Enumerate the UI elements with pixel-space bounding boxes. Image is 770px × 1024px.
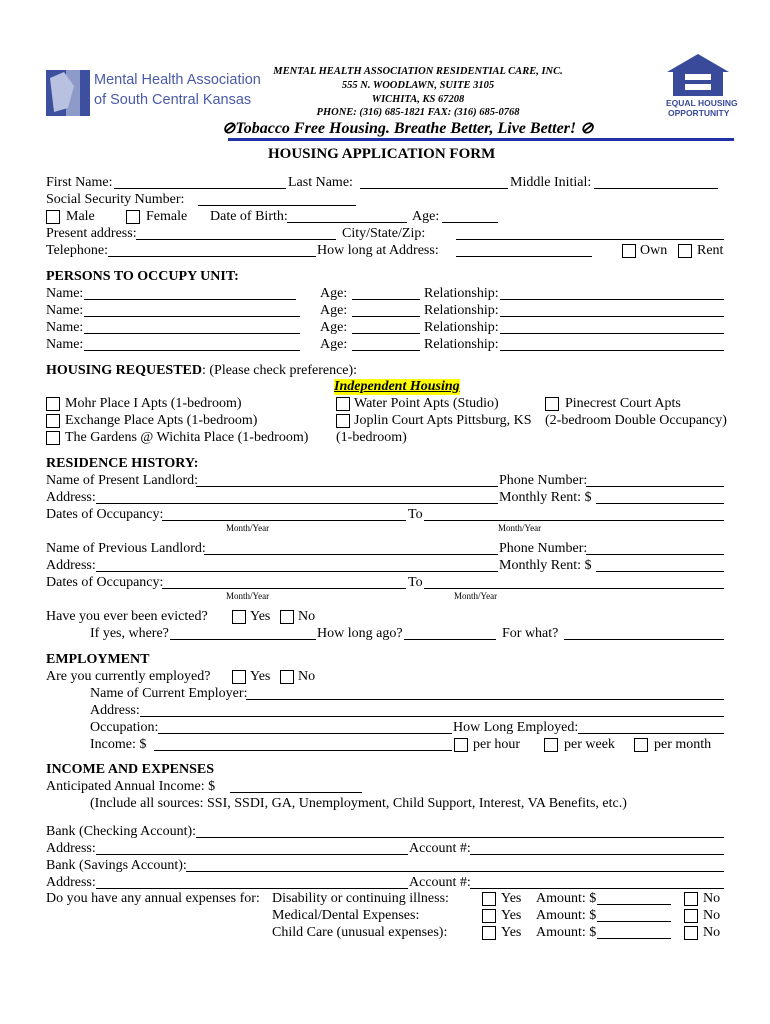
last-name-field[interactable] xyxy=(360,175,508,189)
expense-childcare-amount-label: Amount: $ xyxy=(536,925,597,940)
eho-line-1: EQUAL HOUSING xyxy=(666,98,738,108)
employed-yes-label: Yes xyxy=(250,669,271,684)
employed-no-label: No xyxy=(298,669,316,684)
expense-childcare-no-checkbox[interactable] xyxy=(684,926,698,940)
header-rule xyxy=(228,138,734,141)
savings-account-field[interactable] xyxy=(470,875,724,889)
anticipated-income-label: Anticipated Annual Income: $ xyxy=(46,779,216,794)
savings-account-label: Account #: xyxy=(409,875,471,890)
present-monthly-rent-field[interactable] xyxy=(596,490,724,504)
present-dates-to-field[interactable] xyxy=(424,507,724,521)
present-landlord-phone-field[interactable] xyxy=(586,473,724,487)
evicted-no-label: No xyxy=(298,609,316,624)
persons-heading: PERSONS TO OCCUPY UNIT: xyxy=(46,269,239,284)
person-2-name-label: Name: xyxy=(46,303,84,318)
person-3-relationship-label: Relationship: xyxy=(424,320,499,335)
person-4-name-field[interactable] xyxy=(84,337,300,351)
previous-dates-to-label: To xyxy=(408,575,423,590)
expense-disability-no-checkbox[interactable] xyxy=(684,892,698,906)
tagline xyxy=(222,118,594,138)
person-4-name-label: Name: xyxy=(46,337,84,352)
own-label: Own xyxy=(640,243,668,258)
person-4-age-label: Age: xyxy=(320,337,348,352)
male-checkbox[interactable] xyxy=(46,210,60,224)
city-state-zip-label: City/State/Zip: xyxy=(342,226,426,241)
independent-housing-label: Independent Housing xyxy=(334,379,460,394)
income-label: Income: $ xyxy=(90,737,147,752)
per-hour-checkbox[interactable] xyxy=(454,738,468,752)
person-1-relationship-label: Relationship: xyxy=(424,286,499,301)
person-2-relationship-field[interactable] xyxy=(500,303,724,317)
income-heading: INCOME AND EXPENSES xyxy=(46,762,215,777)
first-name-field[interactable] xyxy=(114,175,286,189)
for-what-field[interactable] xyxy=(564,626,724,640)
present-address-label: Present address: xyxy=(46,226,137,241)
female-checkbox[interactable] xyxy=(126,210,140,224)
how-long-label: How long at Address: xyxy=(317,243,439,258)
residence-heading: RESIDENCE HISTORY: xyxy=(46,456,199,471)
employer-address-field[interactable] xyxy=(140,703,724,717)
per-month-checkbox[interactable] xyxy=(634,738,648,752)
city-state-zip-field[interactable] xyxy=(456,226,724,240)
how-long-employed-field[interactable] xyxy=(578,720,724,734)
present-landlord-phone-label: Phone Number: xyxy=(499,473,588,488)
expense-medical-amount-label: Amount: $ xyxy=(536,908,597,923)
occupation-label: Occupation: xyxy=(90,720,159,735)
if-yes-where-label: If yes, where? xyxy=(90,626,169,641)
previous-landlord-label: Name of Previous Landlord: xyxy=(46,541,206,556)
evicted-yes-checkbox[interactable] xyxy=(232,610,246,624)
logo-line-1: Mental Health Association xyxy=(94,72,261,88)
previous-landlord-field[interactable] xyxy=(204,541,498,555)
previous-dates-from-field[interactable] xyxy=(162,575,406,589)
male-label: Male xyxy=(66,209,95,224)
expense-disability-amount-label: Amount: $ xyxy=(536,891,597,906)
joplin-court-label: Joplin Court Apts Pittsburg, KS xyxy=(354,413,532,428)
middle-initial-field[interactable] xyxy=(594,175,718,189)
expense-medical-amount-field[interactable] xyxy=(597,908,671,922)
previous-dates-label: Dates of Occupancy: xyxy=(46,575,164,590)
month-year-hint: Month/Year xyxy=(454,591,498,601)
mohr-place-checkbox[interactable] xyxy=(46,397,60,411)
pinecrest-occupancy: (2-bedroom Double Occupancy) xyxy=(545,413,727,428)
form-title: HOUSING APPLICATION FORM xyxy=(268,146,496,162)
person-3-age-field[interactable] xyxy=(352,320,420,334)
dob-field[interactable] xyxy=(287,209,407,223)
anticipated-income-field[interactable] xyxy=(230,779,362,793)
housing-instruction: : (Please check preference): xyxy=(201,363,358,378)
the-gardens-label: The Gardens @ Wichita Place (1-bedroom) xyxy=(65,430,309,445)
logo-line-2: of South Central Kansas xyxy=(94,92,252,108)
person-1-name-label: Name: xyxy=(46,286,84,301)
employer-field[interactable] xyxy=(246,686,724,700)
ssn-label: Social Security Number: xyxy=(46,192,185,207)
expense-childcare-no-label: No xyxy=(703,925,721,940)
previous-landlord-address-field[interactable] xyxy=(96,558,498,572)
org-city: WICHITA, KS 67208 xyxy=(371,94,465,105)
joplin-court-checkbox[interactable] xyxy=(336,414,350,428)
previous-monthly-rent-field[interactable] xyxy=(596,558,724,572)
expense-disability-yes-label: Yes xyxy=(501,891,522,906)
how-long-employed-label: How Long Employed: xyxy=(453,720,579,735)
expense-disability-label: Disability or continuing illness: xyxy=(272,891,449,906)
middle-initial-label: Middle Initial: xyxy=(510,175,592,190)
month-year-hint: Month/Year xyxy=(226,523,270,533)
for-what-label: For what? xyxy=(502,626,559,641)
exchange-place-label: Exchange Place Apts (1-bedroom) xyxy=(65,413,258,428)
age-label: Age: xyxy=(412,209,440,224)
person-3-age-label: Age: xyxy=(320,320,348,335)
previous-dates-to-field[interactable] xyxy=(424,575,724,589)
evicted-yes-label: Yes xyxy=(250,609,271,624)
expense-disability-no-label: No xyxy=(703,891,721,906)
previous-address-label: Address: xyxy=(46,558,96,573)
person-3-name-label: Name: xyxy=(46,320,84,335)
present-monthly-rent-label: Monthly Rent: $ xyxy=(499,490,592,505)
tagline-text: Tobacco Free Housing. Breathe Better, Live Better! xyxy=(235,120,577,137)
last-name-label: Last Name: xyxy=(288,175,353,190)
per-hour-label: per hour xyxy=(473,737,521,752)
person-1-relationship-field[interactable] xyxy=(500,286,724,300)
previous-landlord-phone-label: Phone Number: xyxy=(499,541,588,556)
water-point-checkbox[interactable] xyxy=(336,397,350,411)
female-label: Female xyxy=(146,209,188,224)
logo xyxy=(44,68,261,118)
telephone-field[interactable] xyxy=(108,243,316,257)
own-checkbox[interactable] xyxy=(622,244,636,258)
person-2-age-field[interactable] xyxy=(352,303,420,317)
present-dates-from-field[interactable] xyxy=(162,507,406,521)
the-gardens-checkbox[interactable] xyxy=(46,431,60,445)
previous-landlord-phone-field[interactable] xyxy=(586,541,724,555)
expense-medical-yes-label: Yes xyxy=(501,908,522,923)
expense-childcare-yes-checkbox[interactable] xyxy=(482,926,496,940)
employed-no-checkbox[interactable] xyxy=(280,670,294,684)
month-year-hint: Month/Year xyxy=(498,523,542,533)
employment-heading: EMPLOYMENT xyxy=(46,652,150,667)
evicted-question: Have you ever been evicted? xyxy=(46,609,208,624)
month-year-hint: Month/Year xyxy=(226,591,270,601)
no-smoking-icon: ⊘ xyxy=(580,120,594,137)
present-landlord-label: Name of Present Landlord: xyxy=(46,473,199,488)
expense-medical-label: Medical/Dental Expenses: xyxy=(272,908,420,923)
bank-savings-field[interactable] xyxy=(186,858,724,872)
person-3-relationship-field[interactable] xyxy=(500,320,724,334)
employer-label: Name of Current Employer: xyxy=(90,686,248,701)
rent-checkbox[interactable] xyxy=(678,244,692,258)
expense-medical-yes-checkbox[interactable] xyxy=(482,909,496,923)
present-dates-to-label: To xyxy=(408,507,423,522)
pinecrest-checkbox[interactable] xyxy=(545,397,559,411)
org-name: MENTAL HEALTH ASSOCIATION RESIDENTIAL CARE, INC. xyxy=(273,66,563,77)
expense-disability-amount-field[interactable] xyxy=(597,891,671,905)
equal-housing-logo xyxy=(663,52,738,122)
occupation-field[interactable] xyxy=(158,720,452,734)
telephone-label: Telephone: xyxy=(46,243,108,258)
bank-savings-label: Bank (Savings Account): xyxy=(46,858,187,873)
housing-heading: HOUSING REQUESTED xyxy=(46,363,202,378)
person-2-age-label: Age: xyxy=(320,303,348,318)
person-3-name-field[interactable] xyxy=(84,320,300,334)
first-name-label: First Name: xyxy=(46,175,113,190)
if-yes-where-field[interactable] xyxy=(170,626,316,640)
person-1-name-field[interactable] xyxy=(84,286,296,300)
exchange-place-checkbox[interactable] xyxy=(46,414,60,428)
expense-medical-no-checkbox[interactable] xyxy=(684,909,698,923)
expense-childcare-yes-label: Yes xyxy=(501,925,522,940)
expense-disability-yes-checkbox[interactable] xyxy=(482,892,496,906)
expense-childcare-amount-field[interactable] xyxy=(597,925,671,939)
rent-label: Rent xyxy=(697,243,724,258)
per-week-checkbox[interactable] xyxy=(544,738,558,752)
housing-heading-row xyxy=(46,363,357,379)
person-4-relationship-label: Relationship: xyxy=(424,337,499,352)
evicted-no-checkbox[interactable] xyxy=(280,610,294,624)
water-point-label: Water Point Apts (Studio) xyxy=(354,396,499,411)
present-landlord-address-field[interactable] xyxy=(96,490,498,504)
person-1-age-field[interactable] xyxy=(352,286,420,300)
employer-address-label: Address: xyxy=(90,703,140,718)
how-long-field[interactable] xyxy=(456,243,592,257)
present-address-label-2: Address: xyxy=(46,490,96,505)
per-week-label: per week xyxy=(564,737,615,752)
how-long-ago-field[interactable] xyxy=(404,626,496,640)
checking-address-field[interactable] xyxy=(96,841,408,855)
employed-question: Are you currently employed? xyxy=(46,669,211,684)
income-sources-note: (Include all sources: SSI, SSDI, GA, Unemployment, Child Support, Interest, VA Benefits, etc.) xyxy=(90,796,627,811)
no-smoking-icon: ⊘ xyxy=(222,120,236,137)
person-4-relationship-field[interactable] xyxy=(500,337,724,351)
kansas-map-icon xyxy=(44,68,92,118)
person-2-name-field[interactable] xyxy=(84,303,300,317)
person-1-age-label: Age: xyxy=(320,286,348,301)
checking-account-field[interactable] xyxy=(470,841,724,855)
expense-childcare-label: Child Care (unusual expenses): xyxy=(272,925,448,940)
employed-yes-checkbox[interactable] xyxy=(232,670,246,684)
person-4-age-field[interactable] xyxy=(352,337,420,351)
org-phone: PHONE: (316) 685-1821 FAX: (316) 685-0768 xyxy=(316,107,520,118)
expenses-question: Do you have any annual expenses for: xyxy=(46,891,260,906)
pinecrest-label: Pinecrest Court Apts xyxy=(565,396,681,411)
person-2-relationship-label: Relationship: xyxy=(424,303,499,318)
dob-label: Date of Birth: xyxy=(210,209,288,224)
savings-address-label: Address: xyxy=(46,875,96,890)
previous-monthly-rent-label: Monthly Rent: $ xyxy=(499,558,592,573)
org-street: 555 N. WOODLAWN, SUITE 3105 xyxy=(341,80,495,91)
ssn-field[interactable] xyxy=(198,192,356,206)
age-field[interactable] xyxy=(442,209,498,223)
joplin-court-bedroom: (1-bedroom) xyxy=(336,430,407,445)
present-address-field[interactable] xyxy=(136,226,336,240)
checking-account-label: Account #: xyxy=(409,841,471,856)
checking-address-label: Address: xyxy=(46,841,96,856)
present-landlord-field[interactable] xyxy=(196,473,498,487)
house-icon xyxy=(663,52,733,98)
bank-checking-label: Bank (Checking Account): xyxy=(46,824,197,839)
mohr-place-label: Mohr Place I Apts (1-bedroom) xyxy=(65,396,242,411)
how-long-ago-label: How long ago? xyxy=(317,626,403,641)
savings-address-field[interactable] xyxy=(96,875,408,889)
per-month-label: per month xyxy=(654,737,712,752)
present-dates-label: Dates of Occupancy: xyxy=(46,507,164,522)
income-field[interactable] xyxy=(154,737,452,751)
expense-medical-no-label: No xyxy=(703,908,721,923)
bank-checking-field[interactable] xyxy=(196,824,724,838)
eho-line-2: OPPORTUNITY xyxy=(668,108,730,118)
